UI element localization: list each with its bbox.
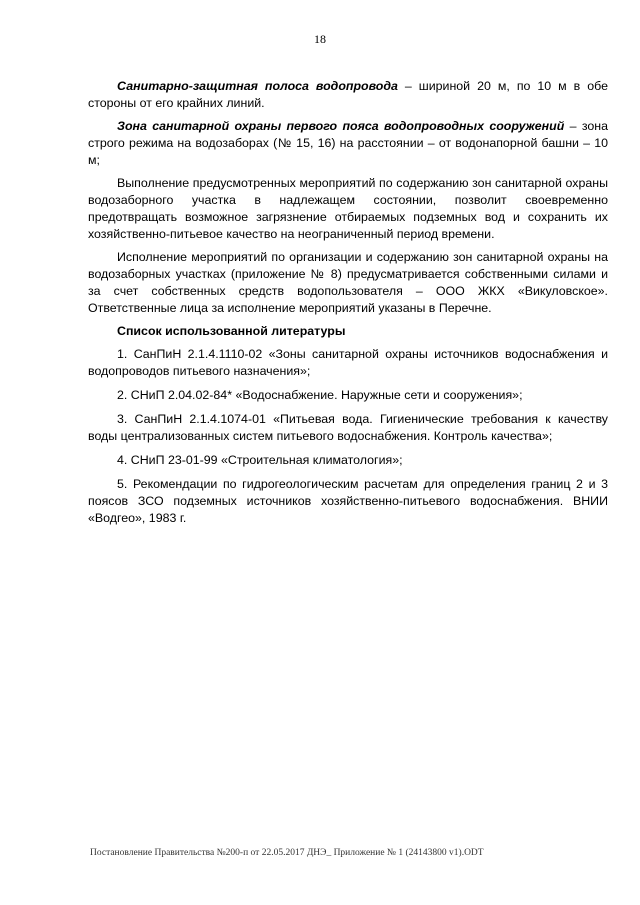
document-body bbox=[88, 78, 608, 534]
paragraph-measures: Выполнение предусмотренных мероприятий по содержанию зон санитарной охраны водозаборного участка в надлежащем состоянии, позволит своевременно предотвращать возможное загрязнение отбираемых подземных вод и сохранить их хозяйственно-питьевое качество на неограниченный период времени. bbox=[88, 176, 608, 241]
page-number: 18 bbox=[314, 32, 326, 46]
reference-item: 3. СанПиН 2.1.4.1074-01 «Питьевая вода. Гигиенические требования к качеству воды централизованных систем питьевого водоснабжения. Контроль качества»; bbox=[88, 412, 608, 443]
paragraph-first-zone bbox=[88, 118, 608, 169]
page-footer: Постановление Правительства №200-п от 22.05.2017 ДНЭ_ Приложение № 1 (24143800 v1).ODT bbox=[90, 848, 484, 858]
references-heading: Список использованной литературы bbox=[117, 324, 346, 338]
reference-item: 2. СНиП 2.04.02-84* «Водоснабжение. Наружные сети и сооружения»; bbox=[117, 388, 523, 402]
paragraph-text: – шириной 20 м, по 10 м в обе стороны от его крайних линий. bbox=[88, 79, 608, 110]
reference-item: 5. Рекомендации по гидрогеологическим расчетам для определения границ 2 и 3 поясов ЗСО подземных источников хозяйственно-питьевого водоснабжения. ВНИИ «Водгео», 1983 г. bbox=[88, 477, 608, 525]
term-first-zone: Зона санитарной охраны первого пояса водопроводных сооружений bbox=[117, 119, 565, 133]
paragraph-sanitary-strip bbox=[88, 78, 608, 112]
paragraph-text: – зона строго режима на водозаборах (№ 15, 16) на расстоянии – от водонапорной башни – 10 м; bbox=[88, 119, 608, 167]
paragraph-execution: Исполнение мероприятий по организации и содержанию зон санитарной охраны на водозаборных участках (приложение № 8) предусматривается собственными силами и за счет собственных средств водопользователя – ООО ЖКХ «Викуловское». Ответственные лица за исполнение мероприятий указаны в Перечне. bbox=[88, 250, 608, 315]
reference-item: 1. СанПиН 2.1.4.1110-02 «Зоны санитарной охраны источников водоснабжения и водопроводов питьевого назначения»; bbox=[88, 347, 608, 378]
reference-item: 4. СНиП 23-01-99 «Строительная климатология»; bbox=[117, 453, 403, 467]
term-sanitary-strip: Санитарно-защитная полоса водопровода bbox=[117, 79, 398, 93]
